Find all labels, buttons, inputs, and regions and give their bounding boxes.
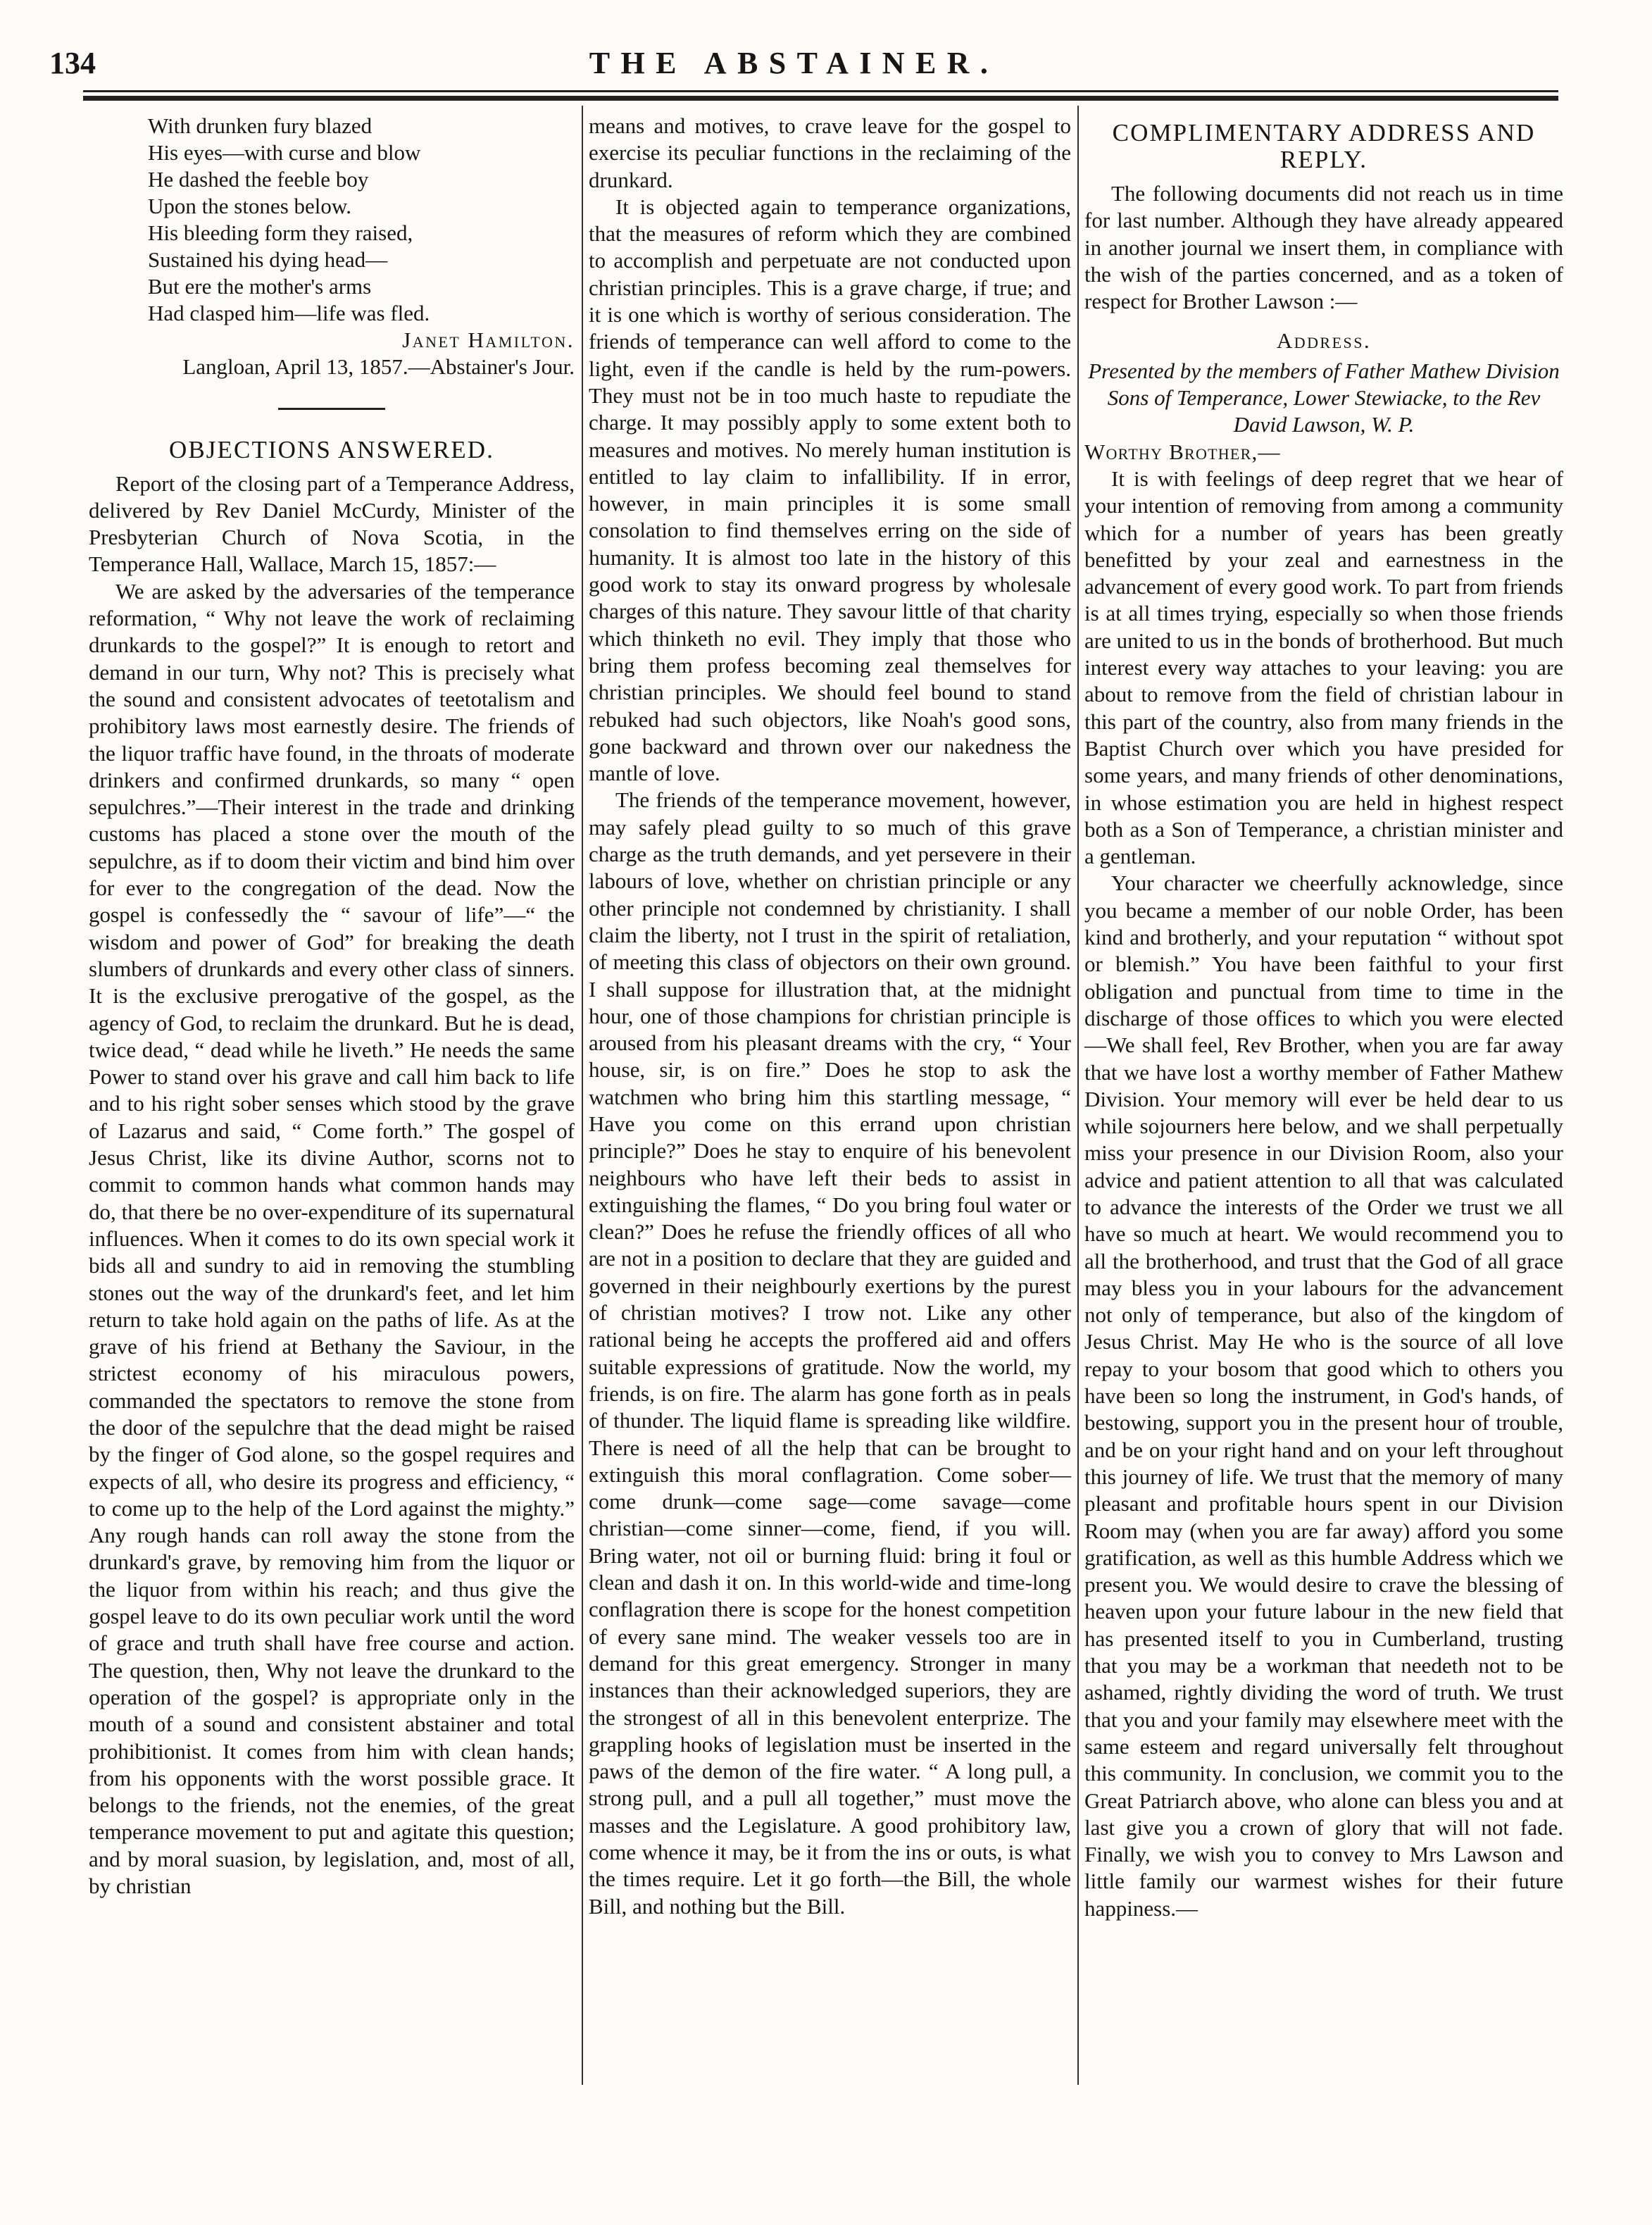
column-divider-1 — [582, 106, 583, 2085]
salutation: Worthy Brother,— — [1084, 439, 1281, 464]
poem-line: His bleeding form they raised, — [148, 220, 413, 245]
article-title: OBJECTIONS ANSWERED. — [168, 435, 495, 463]
poem-line: Sustained his dying head— — [148, 247, 388, 272]
column-2 — [589, 113, 1071, 1920]
poem-dateline: Langloan, April 13, 1857.—Abstainer's Jour. — [182, 354, 575, 380]
section-separator — [278, 408, 385, 410]
journal-title: THE ABSTAINER. — [589, 46, 999, 80]
column-3 — [1084, 113, 1563, 1922]
article-paragraph: means and motives, to crave leave for the gospel to exercise its peculiar functions in the reclaiming of the drunkard. — [589, 113, 1071, 192]
poem-line: But ere the mother's arms — [148, 274, 372, 299]
section-title: COMPLIMENTARY ADDRESS AND REPLY. — [1112, 119, 1536, 173]
poem-line: He dashed the feeble boy — [148, 167, 369, 192]
presented-by: Presented by the members of Father Mathew Division Sons of Temperance, Lower Stewiacke, to the Rev David Lawson, W. P. — [1088, 358, 1560, 437]
poem — [148, 113, 575, 327]
column-divider-2 — [1077, 106, 1079, 2085]
page-number: 134 — [49, 46, 96, 80]
section-intro: The following documents did not reach us in time for last number. Although they have already appeared in another journal we insert them, in compliance with the wish of the parties concerned, and as a token of respect for Brother Lawson :— — [1084, 181, 1563, 314]
page-header — [49, 45, 1539, 87]
address-heading: Address. — [1276, 328, 1372, 354]
header-rule-thick — [83, 96, 1558, 101]
poem-line: Upon the stones below. — [148, 194, 352, 218]
article-intro: Report of the closing part of a Temperance Address, delivered by Rev Daniel McCurdy, Minister of the Presbyterian Church of Nova Scotia, in the Temperance Hall, Wallace, March 15, 1857:— — [89, 470, 575, 577]
column-1 — [89, 113, 575, 1900]
article-paragraph: The friends of the temperance movement, however, may safely plead guilty to so much of this grave charge as the truth demands, and yet persevere in their labours of love, whether on christian principle or any other principle not condemned by christianity. I shall claim the liberty, not I trust in the spirit of retaliation, of meeting this class of objectors on their own ground. I shall suppose for illustration that, at the midnight hour, one of those champions for christian principle is aroused from his pleasant dreams with the cry, “ Your house, sir, is on fire.” Does he stop to ask the watchmen who bring him this startling message, “ Have you come on this errand upon christian principle?” Does he stay to enquire of his benevolent neighbours who have left their beds to assist in extinguishing the flames, “ Do you bring foul water or clean?” Does he refuse the friendly offices of all who are not in a position to declare that they are guided and governed in their neighbourly exertions by the purest of christian motives? I trow not. Like any other rational being he accepts the proffered aid and offers suitable expressions of gratitude. Now the world, my friends, is on fire. The alarm has gone forth as in peals of thunder. The liquid flame is spreading like wildfire. There is need of all the help that can be brought to extinguish this moral conflagration. Come sober—come drunk—come sage—come savage—come christian—come sinner—come, fiend, if you will. Bring water, not oil or burning fluid: bring it foul or clean and dash it on. In this world-wide and time-long conflagration there is scope for the honest competition of every sane mind. The weaker vessels too are in demand for this great emergency. Stronger in many instances than their acknowledged superiors, they are the strongest of all in this benevolent enterprize. The grappling hooks of legislation must be inserted in the paws of the demon of the fire water. “ A long pull, a strong pull, and a pull all together,” must move the masses and the Legislature. A good prohibitory law, come whence it may, be it from the ins or outs, is what the times require. Let it go forth—the Bill, the whole Bill, and nothing but the Bill. — [589, 787, 1071, 1919]
article-paragraph: It is objected again to temperance organizations, that the measures of reform which they are combined to accomplish and perpetuate are not conducted upon christian principles. This is a grave charge, if true; and it is one which is worthy of serious consideration. The friends of temperance can well afford to come to the light, even if the candle is held by the rum-powers. They must not be in too much haste to repudiate the charge. It may possibly apply to some extent both to measures and motives. No merely human institution is entitled to lay claim to infallibility. If in error, however, in main principles it is some small consolation to find themselves erring on the side of humanity. It is almost too late in the history of this good work to stay its onward progress by wholesale charges of this nature. They savour little of that charity which thinketh no evil. They imply that those who bring them profess becoming zeal themselves for christian principles. We should feel bound to stand rebuked had such objectors, like Noah's good sons, gone backward and thrown over our nakedness the mantle of love. — [589, 194, 1071, 786]
article-body: We are asked by the adversaries of the temperance reformation, “ Why not leave the work of reclaiming drunkards to the gospel?” It is enough to retort and demand in our turn, Why not? This is precisely what the sound and consistent advocates of teetotalism and prohibitory laws most earnestly desire. The friends of the liquor traffic have found, in the throats of moderate drinkers and confirmed drunkards, so many “ open sepulchres.”—Their interest in the trade and drinking customs has placed a stone over the mouth of the sepulchre, as if to doom their victim and bind him over for ever to the congregation of the dead. Now the gospel is confessedly the “ savour of life”—“ the wisdom and power of God” for breaking the death slumbers of drunkards and every other class of sinners. It is the exclusive prerogative of the gospel, as the agency of God, to reclaim the drunkard. But he is dead, twice dead, “ dead while he liveth.” He needs the same Power to stand over his grave and call him back to life and to his right sober senses which stood by the grave of Lazarus and said, “ Come forth.” The gospel of Jesus Christ, like its divine Author, scorns not to commit to common hands what common hands may do, that there be no over-expenditure of its supernatural influences. When it comes to do its own special work it bids all and sundry to aid in removing the stumbling stones out the way of the drunkard's feet, and let him return to take hold again on the paths of life. As at the grave of his friend at Bethany the Saviour, in the strictest economy of his miraculous powers, commanded the spectators to remove the stone from the door of the sepulchre that the dead might be raised by the finger of God alone, so the gospel requires and expects of all, who desire its progress and efficiency, “ to come up to the help of the Lord against the mighty.” Any rough hands can roll away the stone from the drunkard's grave, by removing him from the liquor or the liquor from within his reach; and thus give the gospel leave to do its own peculiar work until the word of grace and truth shall have free course and action. The question, then, Why not leave the drunkard to the operation of the gospel? is appropriate only in the mouth of a sound and consistent abstainer and total prohibitionist. It comes from him with clean hands; from his opponents with the worst possible grace. It belongs to the friends, not the enemies, of the great temperance movement to put and agitate this question; and by moral suasion, by legislation, and, most of all, by christian — [89, 578, 575, 1899]
poem-line: With drunken fury blazed — [148, 113, 373, 138]
header-rule-thin — [83, 90, 1558, 92]
poem-line: His eyes—with curse and blow — [148, 140, 421, 165]
poem-author: Janet Hamilton. — [402, 328, 575, 352]
poem-line: Had clasped him—life was fled. — [148, 301, 430, 325]
address-paragraph: It is with feelings of deep regret that we hear of your intention of removing from among a community which for a number of years has been greatly benefitted by your zeal and earnestness in the advancement of every good work. To part from friends is at all times trying, especially so when those friends are united to us in the bonds of brotherhood. But much interest every way attaches to your leaving: you are about to remove from the field of christian labour in this part of the country, also from many friends in the Baptist Church over which you have presided for some years, and many friends of other denominations, in whose estimation you are held in highest respect both as a Son of Temperance, a christian minister and a gentleman. — [1084, 466, 1563, 869]
address-paragraph: Your character we cheerfully acknowledge, since you became a member of our noble Order, has been kind and brotherly, and your reputation “ without spot or blemish.” You have been faithful to your first obligation and punctual from time to time in the discharge of those offices to which you were elected—We shall feel, Rev Brother, when you are far away that we have lost a worthy member of Father Mathew Division. Your memory will ever be held dear to us while sojourners here below, and we shall perpetually miss your presence in our Division Room, also your advice and patient attention to all that was calculated to advance the interests of the Order we trust we all have so much at heart. We would recommend you to all the brotherhood, and trust that the God of all grace may bless you in your labours for the advancement not only of temperance, but also of the kingdom of Jesus Christ. May He who is the source of all love repay to your bosom that good which to others you have been so long the instrument, in God's hands, of bestowing, support you in the present hour of trouble, and be on your right hand and on your left throughout this journey of life. We trust that the memory of many pleasant and profitable hours spent in our Division Room may (when you are far away) afford you some gratification, as well as this humble Address which we present you. We would desire to crave the blessing of heaven upon your future labour in the new field that has presented itself to you in Cumberland, trusting that you may be a workman that needeth not to be ashamed, rightly dividing the word of truth. We trust that you and your family may elsewhere meet with the same esteem and regard universally felt throughout this community. In conclusion, we commit you to the Great Patriarch above, who alone can bless you and at last give you a crown of glory that will not fade. Finally, we wish you to convey to Mrs Lawson and little family our warmest wishes for their future happiness.— — [1084, 871, 1563, 1921]
